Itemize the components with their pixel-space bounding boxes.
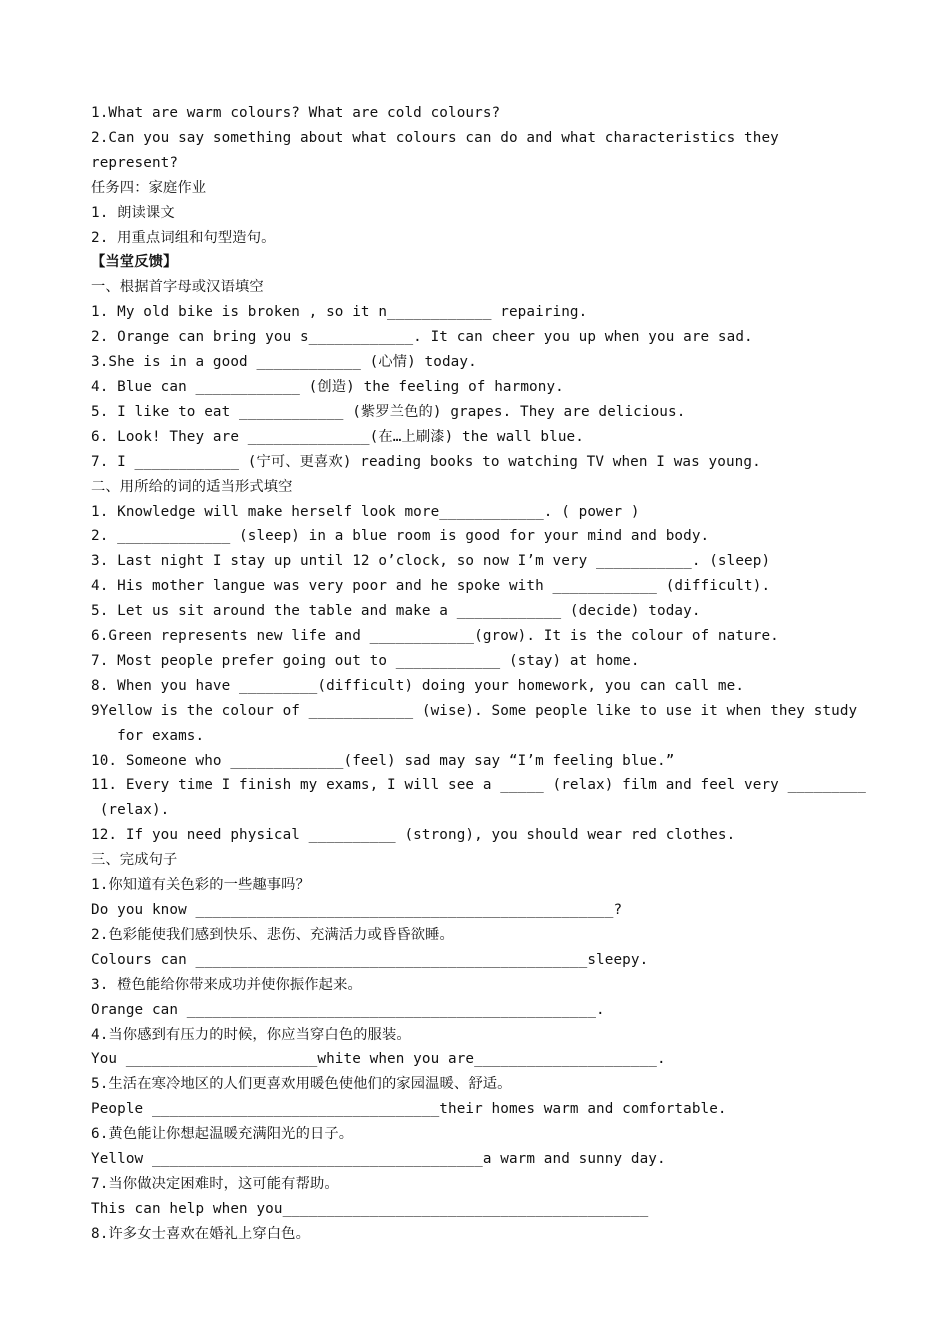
section-one-heading: 一、根据首字母或汉语填空 — [91, 279, 264, 296]
s2-item-11-cont: (relax). — [91, 802, 170, 819]
feedback-heading: 【当堂反馈】 — [91, 254, 178, 271]
s2-item-8: 8. When you have _________(difficult) doing your homework, you can call me. — [91, 677, 745, 694]
s1-item-7: 7. I ____________ (宁可、更喜欢) reading books to watching TV when I was young. — [91, 453, 761, 470]
s1-item-6: 6. Look! They are ______________(在…上刷漆) the wall blue. — [91, 428, 584, 445]
s3-item-5-english: People _________________________________their homes warm and comfortable. — [91, 1101, 727, 1118]
s1-item-1: 1. My old bike is broken , so it n____________ repairing. — [91, 304, 588, 321]
review-question-2: 2.Can you say something about what colours can do and what characteristics they — [91, 129, 779, 146]
s2-item-10: 10. Someone who _____________(feel) sad may say “I’m feeling blue.” — [91, 752, 675, 769]
s3-item-1-english: Do you know ________________________________________________? — [91, 902, 623, 918]
s3-item-6-english: Yellow ______________________________________a warm and sunny day. — [91, 1151, 666, 1168]
homework-item-1: 1. 朗读课文 — [91, 204, 175, 221]
s2-item-12: 12. If you need physical __________ (strong), you should wear red clothes. — [91, 827, 736, 844]
s3-item-4-english: You ______________________white when you are_____________________. — [91, 1051, 666, 1068]
homework-item-2: 2. 用重点词组和句型造句。 — [91, 229, 276, 246]
s2-item-1: 1. Knowledge will make herself look more____________. ( power ) — [91, 503, 640, 520]
task-four-heading: 任务四：家庭作业 — [91, 179, 207, 196]
s3-item-3-chinese: 3. 橙色能给你带来成功并使你振作起来。 — [91, 976, 362, 993]
s3-item-4-chinese: 4.当你感到有压力的时候，你应当穿白色的服装。 — [91, 1026, 411, 1043]
s1-item-4: 4. Blue can ____________ (创造) the feeling of harmony. — [91, 378, 564, 395]
review-question-1: 1.What are warm colours? What are cold colours? — [91, 105, 501, 121]
s1-item-3: 3.She is in a good ____________ (心情) today. — [91, 354, 477, 371]
section-two-heading: 二、用所给的词的适当形式填空 — [91, 478, 293, 495]
s2-item-9-cont: for exams. — [91, 727, 205, 744]
s3-item-2-english: Colours can _____________________________________________sleepy. — [91, 951, 649, 968]
s2-item-2: 2. _____________ (sleep) in a blue room is good for your mind and body. — [91, 528, 710, 545]
s2-item-4: 4. His mother langue was very poor and he spoke with ____________ (difficult). — [91, 578, 771, 595]
document-body — [91, 101, 866, 1247]
s3-item-8-chinese: 8.许多女士喜欢在婚礼上穿白色。 — [91, 1225, 310, 1242]
s3-item-3-english: Orange can _______________________________________________. — [91, 1001, 605, 1018]
s2-item-5: 5. Let us sit around the table and make a ____________ (decide) today. — [91, 603, 701, 620]
review-question-2-cont: represent? — [91, 154, 179, 171]
s2-item-6: 6.Green represents new life and ____________(grow). It is the colour of nature. — [91, 628, 779, 645]
s3-item-7-english: This can help when you__________________________________________ — [91, 1200, 649, 1217]
s2-item-3: 3. Last night I stay up until 12 o’clock, so now I’m very ___________. (sleep) — [91, 553, 771, 570]
s2-item-7: 7. Most people prefer going out to ____________ (stay) at home. — [91, 652, 640, 669]
s3-item-5-chinese: 5.生活在寒冷地区的人们更喜欢用暖色使他们的家园温暖、舒适。 — [91, 1076, 512, 1093]
s1-item-2: 2. Orange can bring you s____________. It can cheer you up when you are sad. — [91, 329, 753, 346]
section-three-heading: 三、完成句子 — [91, 852, 178, 869]
s3-item-2-chinese: 2.色彩能使我们感到快乐、悲伤、充满活力或昏昏欲睡。 — [91, 926, 454, 943]
s1-item-5: 5. I like to eat ____________ (紫罗兰色的) grapes. They are delicious. — [91, 403, 686, 420]
s3-item-6-chinese: 6.黄色能让你想起温暖充满阳光的日子。 — [91, 1126, 354, 1143]
s2-item-9: 9Yellow is the colour of ____________ (wise). Some people like to use it when they study — [91, 702, 858, 719]
s2-item-11: 11. Every time I finish my exams, I will see a _____ (relax) film and feel very _________ — [91, 777, 866, 794]
s3-item-1-chinese: 1.你知道有关色彩的一些趣事吗？ — [91, 877, 310, 894]
s3-item-7-chinese: 7.当你做决定困难时，这可能有帮助。 — [91, 1175, 339, 1192]
